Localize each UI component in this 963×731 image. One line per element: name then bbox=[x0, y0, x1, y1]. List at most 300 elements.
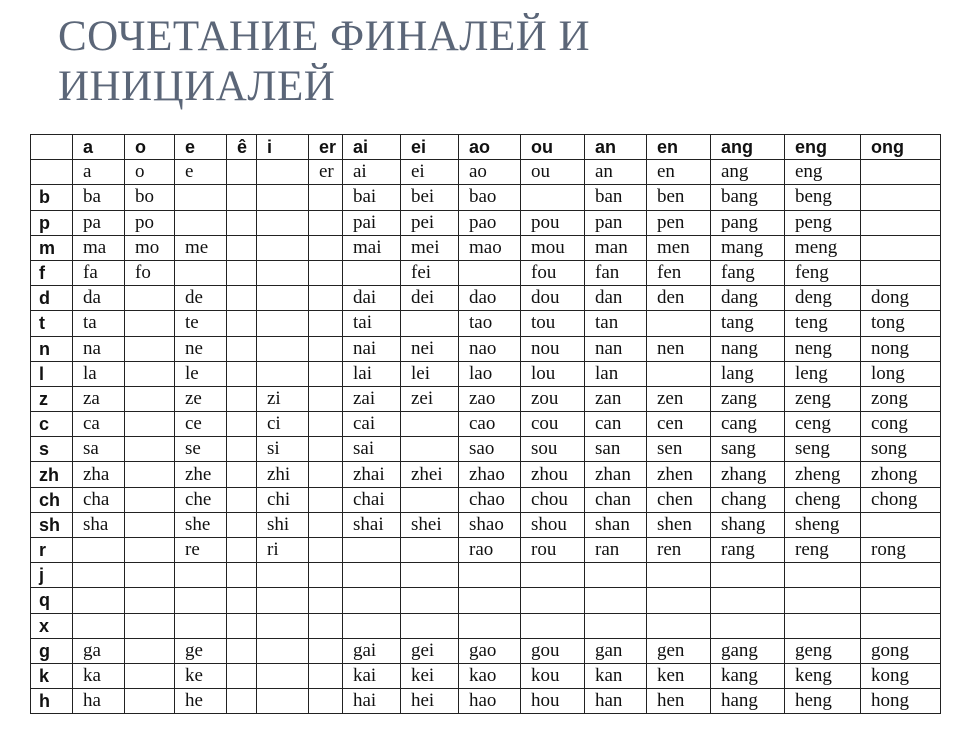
syllable-cell: kong bbox=[861, 663, 941, 688]
syllable-cell bbox=[785, 563, 861, 588]
table-row bbox=[31, 160, 941, 185]
table-row bbox=[31, 286, 941, 311]
syllable-cell bbox=[125, 361, 175, 386]
syllable-cell bbox=[227, 361, 257, 386]
syllable-cell bbox=[227, 185, 257, 210]
syllable-cell bbox=[309, 663, 343, 688]
syllable-cell bbox=[227, 235, 257, 260]
syllable-cell bbox=[257, 210, 309, 235]
syllable-cell: zang bbox=[711, 386, 785, 411]
syllable-cell: shan bbox=[585, 512, 647, 537]
syllable-cell: gong bbox=[861, 638, 941, 663]
syllable-cell: la bbox=[73, 361, 125, 386]
syllable-cell: meng bbox=[785, 235, 861, 260]
syllable-cell: nao bbox=[459, 336, 521, 361]
syllable-cell: fen bbox=[647, 260, 711, 285]
syllable-cell: rang bbox=[711, 538, 785, 563]
syllable-cell: zai bbox=[343, 386, 401, 411]
syllable-cell bbox=[309, 588, 343, 613]
syllable-cell: he bbox=[175, 689, 227, 714]
syllable-cell bbox=[257, 663, 309, 688]
syllable-cell: shen bbox=[647, 512, 711, 537]
syllable-cell bbox=[861, 160, 941, 185]
syllable-cell: lao bbox=[459, 361, 521, 386]
syllable-cell bbox=[309, 538, 343, 563]
syllable-cell bbox=[227, 689, 257, 714]
final-header-cell: eng bbox=[785, 135, 861, 160]
syllable-cell: ze bbox=[175, 386, 227, 411]
syllable-cell bbox=[125, 689, 175, 714]
syllable-cell: fan bbox=[585, 260, 647, 285]
syllable-cell: cou bbox=[521, 412, 585, 437]
syllable-cell bbox=[227, 487, 257, 512]
initial-cell: zh bbox=[31, 462, 73, 487]
syllable-cell: leng bbox=[785, 361, 861, 386]
table-row bbox=[31, 689, 941, 714]
syllable-cell: nong bbox=[861, 336, 941, 361]
syllable-cell bbox=[227, 663, 257, 688]
syllable-cell: pan bbox=[585, 210, 647, 235]
syllable-cell: chao bbox=[459, 487, 521, 512]
syllable-cell bbox=[309, 437, 343, 462]
syllable-cell: chong bbox=[861, 487, 941, 512]
syllable-cell: tai bbox=[343, 311, 401, 336]
syllable-cell bbox=[343, 260, 401, 285]
syllable-cell: lang bbox=[711, 361, 785, 386]
syllable-cell bbox=[309, 462, 343, 487]
syllable-cell: cen bbox=[647, 412, 711, 437]
syllable-cell bbox=[861, 235, 941, 260]
syllable-cell bbox=[647, 588, 711, 613]
syllable-cell bbox=[257, 689, 309, 714]
table-row bbox=[31, 563, 941, 588]
syllable-cell: hao bbox=[459, 689, 521, 714]
syllable-cell: ban bbox=[585, 185, 647, 210]
syllable-cell bbox=[227, 160, 257, 185]
syllable-cell: zhei bbox=[401, 462, 459, 487]
syllable-cell bbox=[647, 613, 711, 638]
syllable-cell bbox=[227, 437, 257, 462]
pinyin-combination-table bbox=[30, 134, 941, 714]
syllable-cell: gao bbox=[459, 638, 521, 663]
syllable-cell: kang bbox=[711, 663, 785, 688]
syllable-cell: chang bbox=[711, 487, 785, 512]
syllable-cell bbox=[521, 185, 585, 210]
syllable-cell: seng bbox=[785, 437, 861, 462]
final-header-cell: an bbox=[585, 135, 647, 160]
syllable-cell: fo bbox=[125, 260, 175, 285]
syllable-cell bbox=[125, 563, 175, 588]
syllable-cell: ei bbox=[401, 160, 459, 185]
initial-cell: l bbox=[31, 361, 73, 386]
syllable-cell: zhao bbox=[459, 462, 521, 487]
syllable-cell: zha bbox=[73, 462, 125, 487]
table-row bbox=[31, 613, 941, 638]
syllable-cell bbox=[309, 689, 343, 714]
syllable-cell: peng bbox=[785, 210, 861, 235]
syllable-cell bbox=[125, 311, 175, 336]
syllable-cell: zei bbox=[401, 386, 459, 411]
syllable-cell bbox=[175, 260, 227, 285]
syllable-cell: ou bbox=[521, 160, 585, 185]
syllable-cell: si bbox=[257, 437, 309, 462]
syllable-cell: shi bbox=[257, 512, 309, 537]
syllable-cell bbox=[521, 588, 585, 613]
syllable-cell bbox=[309, 336, 343, 361]
syllable-cell: mou bbox=[521, 235, 585, 260]
syllable-cell bbox=[257, 638, 309, 663]
syllable-cell bbox=[459, 260, 521, 285]
initial-cell: k bbox=[31, 663, 73, 688]
syllable-cell: fang bbox=[711, 260, 785, 285]
syllable-cell: tan bbox=[585, 311, 647, 336]
syllable-cell bbox=[309, 185, 343, 210]
table-header-row bbox=[31, 135, 941, 160]
syllable-cell bbox=[309, 613, 343, 638]
initial-cell: g bbox=[31, 638, 73, 663]
syllable-cell: zan bbox=[585, 386, 647, 411]
syllable-cell: ben bbox=[647, 185, 711, 210]
syllable-cell: dong bbox=[861, 286, 941, 311]
syllable-cell bbox=[459, 613, 521, 638]
initial-cell: c bbox=[31, 412, 73, 437]
syllable-cell: bai bbox=[343, 185, 401, 210]
syllable-cell: nei bbox=[401, 336, 459, 361]
syllable-cell bbox=[227, 588, 257, 613]
syllable-cell: tong bbox=[861, 311, 941, 336]
syllable-cell bbox=[227, 563, 257, 588]
syllable-cell: zhai bbox=[343, 462, 401, 487]
syllable-cell: cai bbox=[343, 412, 401, 437]
syllable-cell bbox=[125, 462, 175, 487]
syllable-cell: sheng bbox=[785, 512, 861, 537]
syllable-cell: long bbox=[861, 361, 941, 386]
syllable-cell bbox=[785, 588, 861, 613]
syllable-cell: le bbox=[175, 361, 227, 386]
syllable-cell: dao bbox=[459, 286, 521, 311]
syllable-cell: heng bbox=[785, 689, 861, 714]
syllable-cell: hai bbox=[343, 689, 401, 714]
syllable-cell: han bbox=[585, 689, 647, 714]
syllable-cell: neng bbox=[785, 336, 861, 361]
syllable-cell: kan bbox=[585, 663, 647, 688]
syllable-cell bbox=[227, 386, 257, 411]
syllable-cell: cao bbox=[459, 412, 521, 437]
syllable-cell: gei bbox=[401, 638, 459, 663]
initial-cell: ch bbox=[31, 487, 73, 512]
syllable-cell bbox=[227, 286, 257, 311]
syllable-cell: sha bbox=[73, 512, 125, 537]
syllable-cell bbox=[309, 563, 343, 588]
syllable-cell bbox=[401, 588, 459, 613]
final-header-cell: o bbox=[125, 135, 175, 160]
syllable-cell: ao bbox=[459, 160, 521, 185]
syllable-cell bbox=[125, 663, 175, 688]
syllable-cell bbox=[309, 210, 343, 235]
syllable-cell: hong bbox=[861, 689, 941, 714]
syllable-cell: zhan bbox=[585, 462, 647, 487]
syllable-cell: shei bbox=[401, 512, 459, 537]
syllable-cell: shao bbox=[459, 512, 521, 537]
syllable-cell: pai bbox=[343, 210, 401, 235]
syllable-cell: ren bbox=[647, 538, 711, 563]
table-row bbox=[31, 260, 941, 285]
syllable-cell: lou bbox=[521, 361, 585, 386]
syllable-cell: cong bbox=[861, 412, 941, 437]
syllable-cell: nan bbox=[585, 336, 647, 361]
initial-cell: sh bbox=[31, 512, 73, 537]
syllable-cell: cha bbox=[73, 487, 125, 512]
syllable-cell: gen bbox=[647, 638, 711, 663]
syllable-cell: ang bbox=[711, 160, 785, 185]
syllable-cell: tao bbox=[459, 311, 521, 336]
syllable-cell: chen bbox=[647, 487, 711, 512]
syllable-cell: den bbox=[647, 286, 711, 311]
syllable-cell: kou bbox=[521, 663, 585, 688]
initial-cell: f bbox=[31, 260, 73, 285]
syllable-cell: che bbox=[175, 487, 227, 512]
syllable-cell: kai bbox=[343, 663, 401, 688]
syllable-cell bbox=[125, 286, 175, 311]
syllable-cell bbox=[175, 563, 227, 588]
table-row bbox=[31, 336, 941, 361]
syllable-cell: kao bbox=[459, 663, 521, 688]
syllable-cell bbox=[401, 412, 459, 437]
syllable-cell: en bbox=[647, 160, 711, 185]
syllable-cell bbox=[175, 613, 227, 638]
syllable-cell bbox=[257, 588, 309, 613]
syllable-cell: chi bbox=[257, 487, 309, 512]
syllable-cell: zheng bbox=[785, 462, 861, 487]
syllable-cell bbox=[227, 462, 257, 487]
initial-cell: n bbox=[31, 336, 73, 361]
syllable-cell bbox=[343, 563, 401, 588]
initial-cell: b bbox=[31, 185, 73, 210]
syllable-cell: shou bbox=[521, 512, 585, 537]
syllable-cell: pen bbox=[647, 210, 711, 235]
syllable-cell: sen bbox=[647, 437, 711, 462]
final-header-cell: er bbox=[309, 135, 343, 160]
syllable-cell bbox=[309, 638, 343, 663]
syllable-cell bbox=[125, 512, 175, 537]
syllable-cell bbox=[227, 260, 257, 285]
syllable-cell: o bbox=[125, 160, 175, 185]
syllable-cell bbox=[861, 185, 941, 210]
syllable-cell: chai bbox=[343, 487, 401, 512]
syllable-cell: gai bbox=[343, 638, 401, 663]
syllable-cell: fa bbox=[73, 260, 125, 285]
syllable-cell bbox=[401, 538, 459, 563]
syllable-cell: dai bbox=[343, 286, 401, 311]
syllable-cell: gang bbox=[711, 638, 785, 663]
title-line-2: ИНИЦИАЛЕЙ bbox=[58, 63, 336, 110]
syllable-cell: feng bbox=[785, 260, 861, 285]
initial-cell: q bbox=[31, 588, 73, 613]
syllable-cell bbox=[227, 638, 257, 663]
syllable-cell bbox=[257, 260, 309, 285]
syllable-cell: mei bbox=[401, 235, 459, 260]
syllable-cell: zhong bbox=[861, 462, 941, 487]
syllable-cell: ri bbox=[257, 538, 309, 563]
syllable-cell: pei bbox=[401, 210, 459, 235]
syllable-cell bbox=[711, 563, 785, 588]
syllable-cell: men bbox=[647, 235, 711, 260]
syllable-cell bbox=[585, 613, 647, 638]
syllable-cell: ken bbox=[647, 663, 711, 688]
initial-cell: x bbox=[31, 613, 73, 638]
syllable-cell bbox=[257, 361, 309, 386]
syllable-cell: eng bbox=[785, 160, 861, 185]
table-row bbox=[31, 210, 941, 235]
syllable-cell: gan bbox=[585, 638, 647, 663]
syllable-cell bbox=[125, 336, 175, 361]
syllable-cell bbox=[401, 613, 459, 638]
syllable-cell: zi bbox=[257, 386, 309, 411]
table-row bbox=[31, 412, 941, 437]
syllable-cell: pang bbox=[711, 210, 785, 235]
syllable-cell: se bbox=[175, 437, 227, 462]
syllable-cell bbox=[227, 311, 257, 336]
syllable-cell: fou bbox=[521, 260, 585, 285]
syllable-cell: nang bbox=[711, 336, 785, 361]
syllable-cell: chan bbox=[585, 487, 647, 512]
syllable-cell: can bbox=[585, 412, 647, 437]
syllable-cell: ca bbox=[73, 412, 125, 437]
syllable-cell: sa bbox=[73, 437, 125, 462]
syllable-cell: lai bbox=[343, 361, 401, 386]
syllable-cell: e bbox=[175, 160, 227, 185]
syllable-cell bbox=[309, 512, 343, 537]
syllable-cell bbox=[401, 487, 459, 512]
syllable-cell: zhang bbox=[711, 462, 785, 487]
syllable-cell bbox=[521, 563, 585, 588]
syllable-cell bbox=[343, 588, 401, 613]
syllable-cell bbox=[227, 512, 257, 537]
syllable-cell: nou bbox=[521, 336, 585, 361]
syllable-cell: ne bbox=[175, 336, 227, 361]
syllable-cell: chou bbox=[521, 487, 585, 512]
syllable-cell bbox=[175, 185, 227, 210]
syllable-cell: zeng bbox=[785, 386, 861, 411]
syllable-cell bbox=[175, 210, 227, 235]
syllable-cell: sou bbox=[521, 437, 585, 462]
final-header-cell: ai bbox=[343, 135, 401, 160]
table-row bbox=[31, 512, 941, 537]
syllable-cell: ka bbox=[73, 663, 125, 688]
syllable-cell bbox=[257, 286, 309, 311]
final-header-cell: ang bbox=[711, 135, 785, 160]
syllable-cell bbox=[309, 412, 343, 437]
table-row bbox=[31, 437, 941, 462]
syllable-cell: re bbox=[175, 538, 227, 563]
syllable-cell: deng bbox=[785, 286, 861, 311]
syllable-cell bbox=[309, 235, 343, 260]
syllable-cell: ta bbox=[73, 311, 125, 336]
syllable-cell: reng bbox=[785, 538, 861, 563]
syllable-cell: rong bbox=[861, 538, 941, 563]
syllable-cell: pao bbox=[459, 210, 521, 235]
header-corner-cell bbox=[31, 135, 73, 160]
syllable-cell: za bbox=[73, 386, 125, 411]
syllable-cell bbox=[309, 487, 343, 512]
syllable-cell bbox=[343, 538, 401, 563]
syllable-cell bbox=[257, 160, 309, 185]
syllable-cell: tou bbox=[521, 311, 585, 336]
syllable-cell bbox=[309, 286, 343, 311]
syllable-cell bbox=[73, 613, 125, 638]
syllable-cell: nen bbox=[647, 336, 711, 361]
syllable-cell bbox=[459, 563, 521, 588]
final-header-cell: i bbox=[257, 135, 309, 160]
title-line-1: СОЧЕТАНИЕ ФИНАЛЕЙ И bbox=[58, 13, 591, 60]
syllable-cell bbox=[459, 588, 521, 613]
syllable-cell bbox=[343, 613, 401, 638]
syllable-cell bbox=[585, 563, 647, 588]
final-header-cell: ao bbox=[459, 135, 521, 160]
syllable-cell bbox=[401, 311, 459, 336]
table-row bbox=[31, 487, 941, 512]
syllable-cell: gou bbox=[521, 638, 585, 663]
syllable-cell: zhou bbox=[521, 462, 585, 487]
syllable-cell: ai bbox=[343, 160, 401, 185]
syllable-cell: zong bbox=[861, 386, 941, 411]
syllable-cell: zhen bbox=[647, 462, 711, 487]
syllable-cell: nai bbox=[343, 336, 401, 361]
syllable-cell bbox=[861, 512, 941, 537]
syllable-cell: mang bbox=[711, 235, 785, 260]
syllable-cell: ge bbox=[175, 638, 227, 663]
syllable-cell bbox=[73, 588, 125, 613]
syllable-cell bbox=[257, 563, 309, 588]
syllable-cell: hang bbox=[711, 689, 785, 714]
syllable-cell bbox=[647, 563, 711, 588]
syllable-cell: hen bbox=[647, 689, 711, 714]
syllable-cell bbox=[309, 386, 343, 411]
syllable-cell bbox=[125, 588, 175, 613]
syllable-cell bbox=[861, 613, 941, 638]
initial-cell bbox=[31, 160, 73, 185]
syllable-cell: mai bbox=[343, 235, 401, 260]
syllable-cell: kei bbox=[401, 663, 459, 688]
syllable-cell bbox=[125, 386, 175, 411]
syllable-cell: zao bbox=[459, 386, 521, 411]
syllable-cell bbox=[647, 311, 711, 336]
syllable-cell: dan bbox=[585, 286, 647, 311]
syllable-cell: lan bbox=[585, 361, 647, 386]
syllable-cell: ran bbox=[585, 538, 647, 563]
table-row bbox=[31, 311, 941, 336]
syllable-cell bbox=[125, 638, 175, 663]
initial-cell: r bbox=[31, 538, 73, 563]
syllable-cell: mao bbox=[459, 235, 521, 260]
syllable-cell: teng bbox=[785, 311, 861, 336]
syllable-cell bbox=[125, 412, 175, 437]
syllable-cell bbox=[401, 563, 459, 588]
syllable-cell: rou bbox=[521, 538, 585, 563]
syllable-cell: ci bbox=[257, 412, 309, 437]
syllable-cell bbox=[309, 260, 343, 285]
syllable-cell: ce bbox=[175, 412, 227, 437]
syllable-cell: ceng bbox=[785, 412, 861, 437]
final-header-cell: e bbox=[175, 135, 227, 160]
syllable-cell bbox=[711, 613, 785, 638]
syllable-cell bbox=[257, 336, 309, 361]
syllable-cell bbox=[257, 311, 309, 336]
syllable-cell: bao bbox=[459, 185, 521, 210]
syllable-cell: ga bbox=[73, 638, 125, 663]
page-title bbox=[58, 12, 938, 112]
syllable-cell bbox=[309, 361, 343, 386]
